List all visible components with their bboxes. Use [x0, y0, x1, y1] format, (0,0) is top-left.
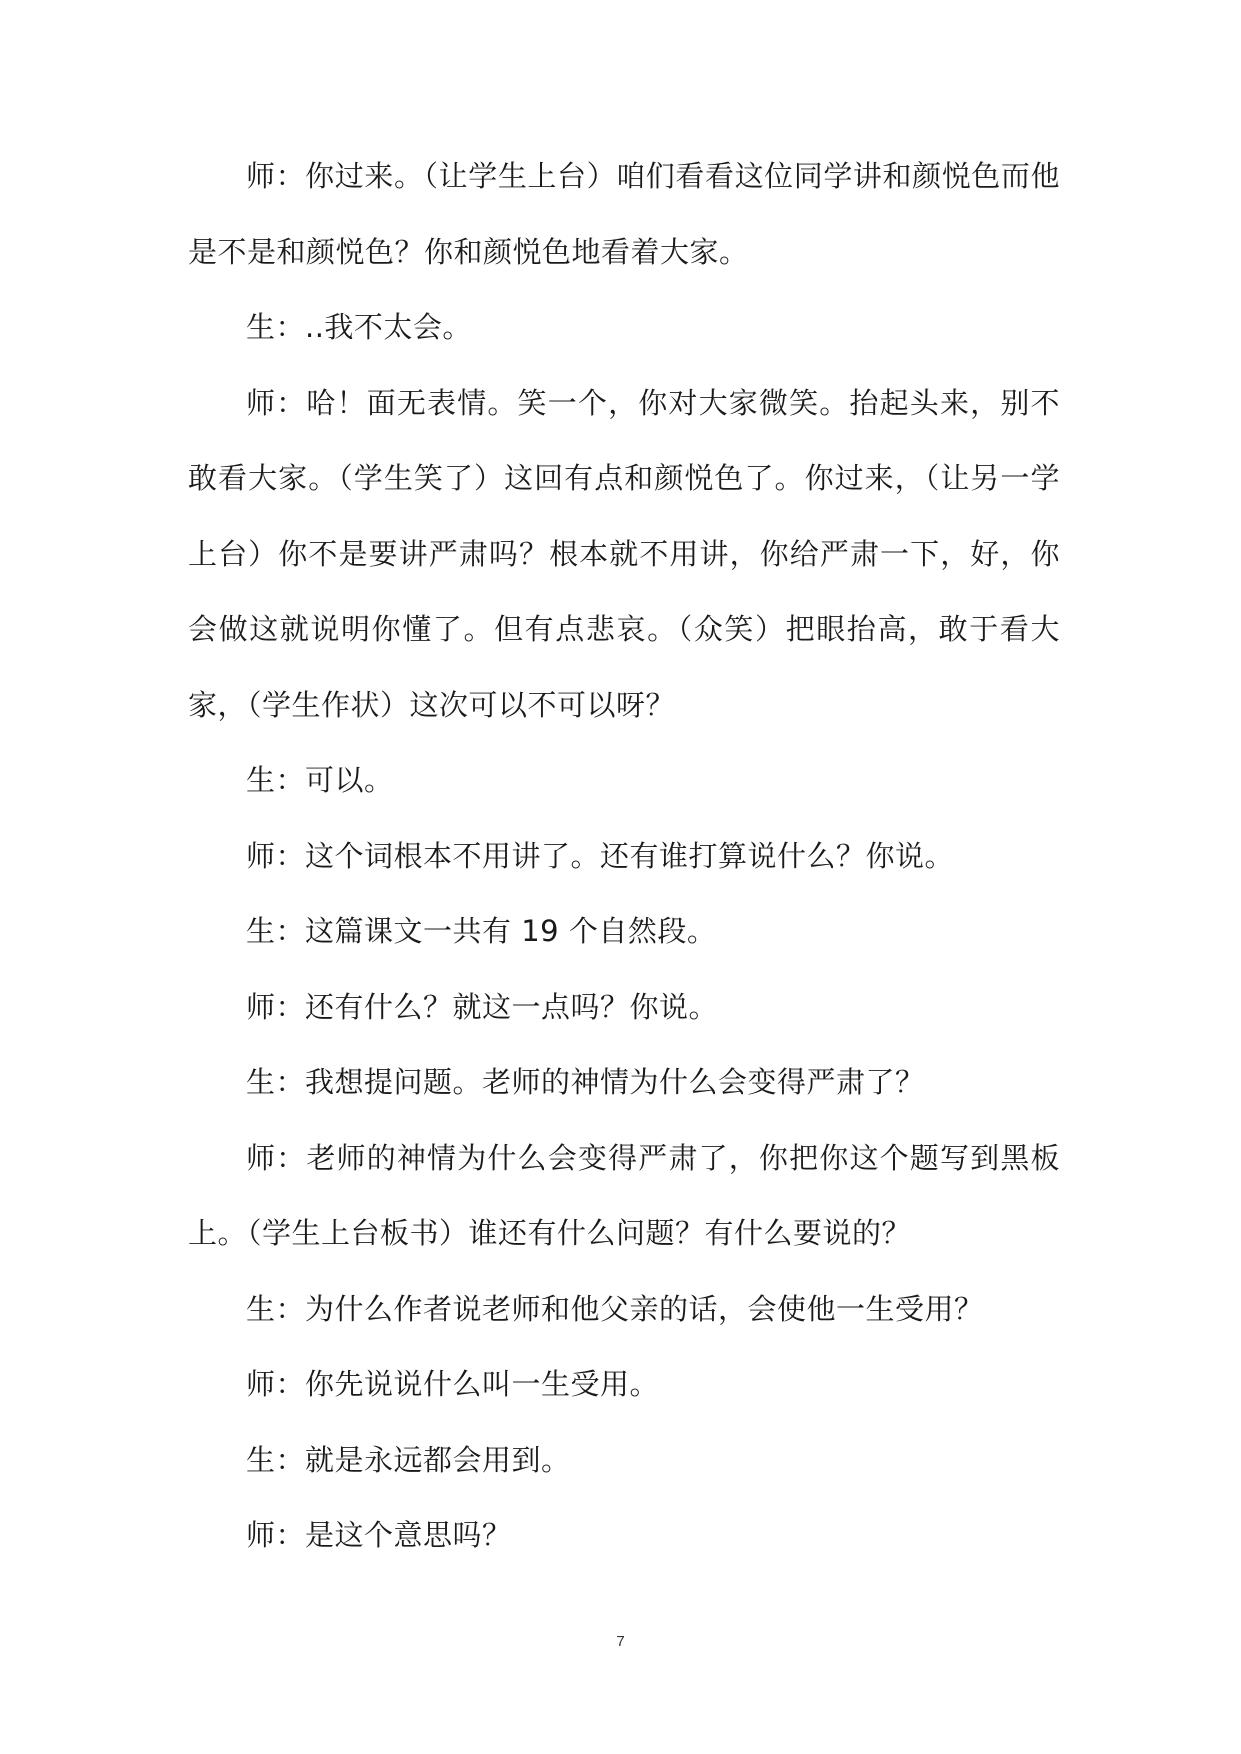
paragraph: 生：就是永远都会用到。	[246, 1442, 571, 1477]
paragraph: 生：我想提问题。老师的神情为什么会变得严肃了？	[246, 1065, 925, 1099]
paragraph: 师：老师的神情为什么会变得严肃了，你把你这个题写到黑板上。（学生上台板书）谁还有什么问题？有什么要说的？	[188, 1140, 1060, 1250]
paragraph: 生：可以。	[246, 763, 394, 797]
paragraph: 师：你过来。（让学生上台）咱们看看这位同学讲和颜悦色而他是不是和颜悦色？你和颜悦色地看着大家。	[188, 159, 1060, 269]
paragraph: 生：为什么作者说老师和他父亲的话，会使他一生受用？	[246, 1291, 984, 1326]
paragraph: 师：还有什么？就这一点吗？你说。	[246, 989, 719, 1024]
paragraph: 师：你先说说什么叫一生受用。	[246, 1367, 660, 1401]
paragraph: 师：哈！面无表情。笑一个，你对大家微笑。抬起头来，别不敢看大家。（学生笑了）这回有点和颜悦色了。你过来，（让另一学上台）你不是要讲严肃吗？根本就不用讲，你给严肃一下，好，你会做这就说明你懂了。但有点悲哀。（众笑）把眼抬高，敢于看大家，（学生作状）这次可以不可以呀？	[188, 385, 1060, 722]
document-body	[188, 139, 1060, 1574]
paragraph: 生：..我不太会。	[246, 310, 472, 344]
page-number: 7	[616, 1633, 625, 1650]
paragraph: 师：这个词根本不用讲了。还有谁打算说什么？你说。	[246, 838, 955, 873]
paragraph: 生：这篇课文一共有 19 个自然段。	[246, 914, 717, 948]
paragraph: 师：是这个意思吗？	[246, 1518, 512, 1552]
